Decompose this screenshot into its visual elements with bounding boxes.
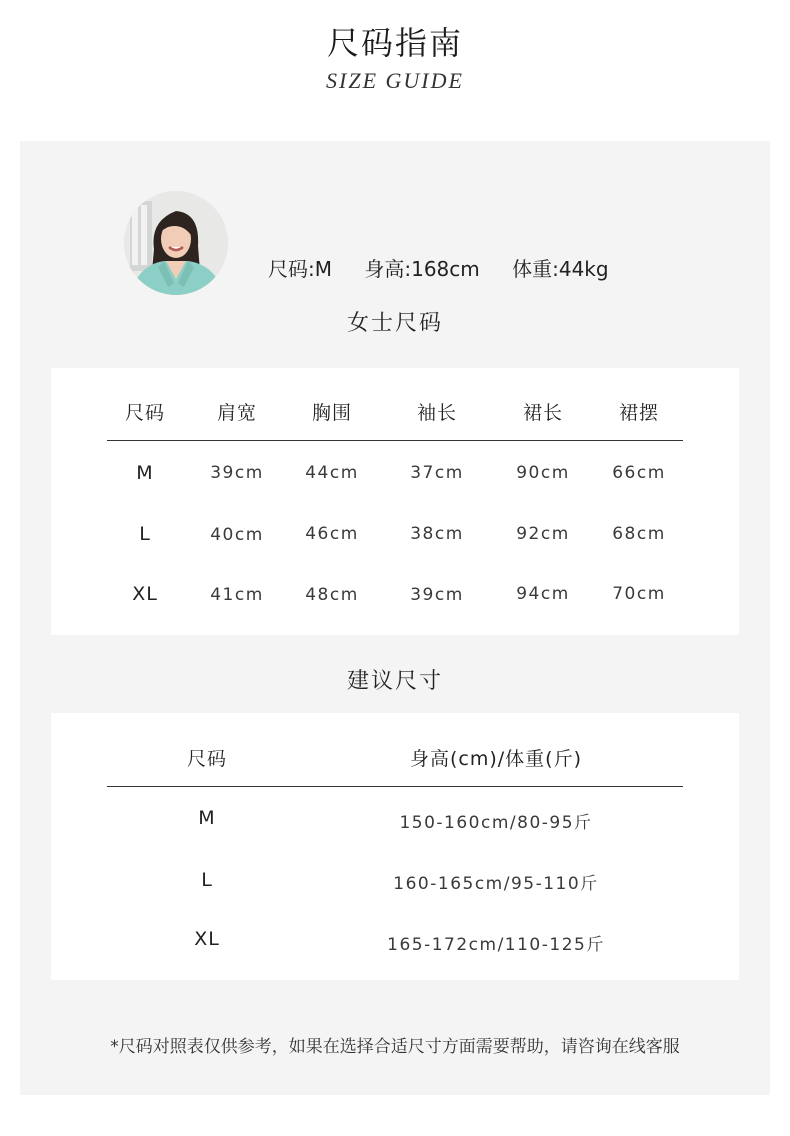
- table-header-hem: 裙摆: [618, 402, 659, 424]
- table-cell: 38cm: [410, 524, 464, 544]
- table-cell: 39cm: [410, 585, 464, 605]
- model-avatar: [124, 191, 228, 295]
- table-header-sleeve: 袖长: [416, 402, 457, 424]
- table-cell: 41cm: [210, 585, 264, 605]
- table-cell: 92cm: [516, 524, 570, 544]
- model-height: 身高:168cm: [364, 257, 480, 281]
- table-header-size: 尺码: [186, 748, 227, 770]
- table-cell: 90cm: [516, 463, 570, 483]
- table-cell: 150-160cm/80-95斤: [399, 813, 593, 833]
- table-cell: 46cm: [305, 524, 359, 544]
- size-table-title: 女士尺码: [346, 311, 443, 336]
- table-row-size: XL: [194, 928, 220, 950]
- table-header-skirt-length: 裙长: [522, 402, 563, 424]
- model-weight: 体重:44kg: [512, 257, 609, 281]
- table-cell: 160-165cm/95-110斤: [393, 874, 599, 894]
- table-header-chest: 胸围: [311, 402, 352, 424]
- table-cell: 66cm: [612, 463, 666, 483]
- recommend-table: [51, 713, 739, 980]
- table-header-divider: [107, 440, 683, 441]
- table-header-shoulder: 肩宽: [216, 402, 257, 424]
- model-info: [268, 253, 635, 282]
- recommend-table-title: 建议尺寸: [346, 669, 443, 694]
- table-cell: 70cm: [612, 584, 666, 604]
- size-table: [51, 368, 739, 635]
- model-photo-icon: [124, 191, 228, 295]
- table-row-size: L: [201, 869, 213, 891]
- table-cell: 44cm: [305, 463, 359, 483]
- table-cell: 39cm: [210, 463, 264, 483]
- table-header-size: 尺码: [124, 402, 165, 424]
- table-cell: 48cm: [305, 585, 359, 605]
- table-cell: 94cm: [516, 584, 570, 604]
- footnote: *尺码对照表仅供参考，如果在选择合适尺寸方面需要帮助，请咨询在线客服: [110, 1037, 680, 1057]
- model-size: 尺码:M: [268, 257, 332, 281]
- table-cell: 68cm: [612, 524, 666, 544]
- table-cell: 165-172cm/110-125斤: [387, 935, 605, 955]
- size-guide-panel: [20, 141, 770, 1095]
- table-header-height-weight: 身高(cm)/体重(斤): [409, 748, 582, 770]
- table-row-size: M: [136, 462, 154, 484]
- table-cell: 37cm: [410, 463, 464, 483]
- table-cell: 40cm: [210, 525, 264, 545]
- table-header-divider: [107, 786, 683, 787]
- page-subtitle: SIZE GUIDE: [326, 68, 464, 93]
- table-row-size: M: [198, 807, 216, 829]
- table-row-size: L: [139, 523, 151, 545]
- page-title: 尺码指南: [326, 24, 463, 62]
- table-row-size: XL: [132, 583, 158, 605]
